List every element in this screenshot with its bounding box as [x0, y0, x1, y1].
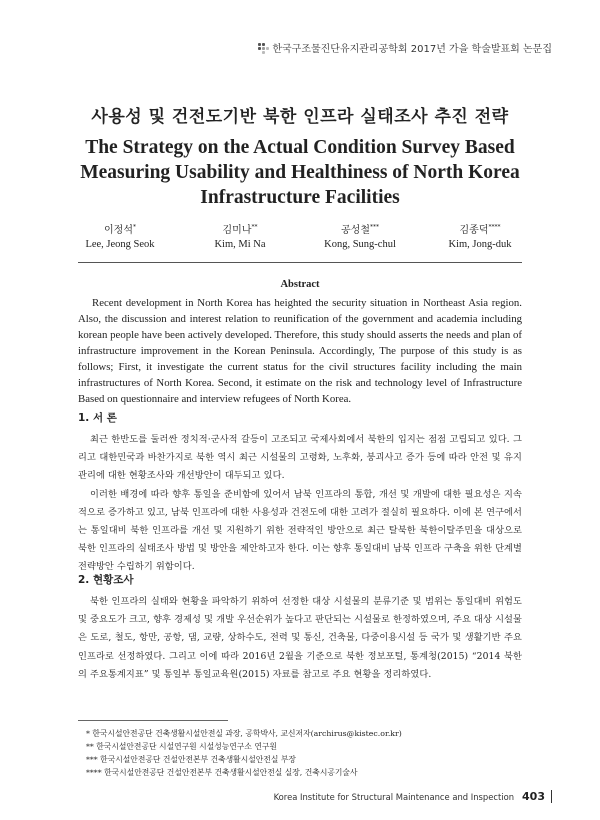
- footnote-divider: [78, 720, 228, 721]
- footnote: **** 한국시설안전공단 건설안전본부 건축생활시설안전실 실장, 건축시공기술사: [86, 768, 358, 777]
- page-number: 403: [522, 790, 552, 803]
- author-name-ko: 공성철: [341, 225, 370, 236]
- author-name-en: Kim, Mi Na: [214, 239, 266, 250]
- author: [180, 221, 300, 250]
- paragraph: 이러한 배경에 따라 향후 통일을 준비함에 있어서 남북 인프라의 통합, 개선 및 개발에 대한 필요성은 지속적으로 증가하고 있고, 남북 인프라에 대한 사용성과 건전도에 대한 고려가 절실히 필요하다. 이에 본 연구에서는 통일대비 북한 인프라를 개선 및 지원하기 위한 전략적인 방안으로 최근 탈북한 북한이탈주민을 대상으로 북한 인프라의 실태조사 방법 및 방안을 제안하고자 한다. 이는 향후 통일대비 남북 인프라 구축을 위한 단계별 전략방안 수립하기 위함이다.: [78, 488, 522, 573]
- section-survey: [78, 572, 522, 684]
- author-name-ko: 김종덕: [459, 225, 489, 236]
- divider: [78, 262, 522, 263]
- section-introduction: [78, 410, 522, 577]
- footnote-list: [86, 727, 526, 779]
- paragraph: 최근 한반도를 둘러싼 정치적·군사적 갈등이 고조되고 국제사회에서 북한의 입지는 점점 고립되고 있다. 그리고 대한민국과 바찬가지로 북한 역시 최근 시설물의 고령화, 노후화, 붕괴사고 증가 등에 따라 안전 및 유지관리에 대한 현황조사와 개선방안이 대두되고 있다.: [78, 434, 522, 482]
- section-heading: 1. 서 론: [78, 412, 117, 424]
- title-english-line: Measuring Usability and Healthiness of North Korea: [80, 162, 520, 183]
- footnote: * 한국시설안전공단 건축생활시설안전실 과장, 공학박사, 교신저자(archirus@kistec.or.kr): [86, 729, 402, 738]
- author-name-en: Kim, Jong-duk: [448, 239, 512, 250]
- author-name-ko: 김미나: [222, 225, 252, 236]
- author-list: [60, 221, 540, 250]
- footnote: *** 한국시설안전공단 건설안전본부 건축생활시설안전실 부장: [86, 755, 296, 764]
- page-footer: [274, 790, 552, 803]
- footnote: ** 한국시설안전공단 시설연구원 시설성능연구소 연구원: [86, 742, 277, 751]
- author: [60, 221, 180, 250]
- author-name-ko: 이정석: [104, 225, 133, 236]
- author: [300, 221, 420, 250]
- author-name-en: Kong, Sung-chul: [324, 239, 396, 250]
- author-mark: ****: [488, 223, 501, 231]
- section-heading: 2. 현황조사: [78, 574, 134, 586]
- title-korean: 사용성 및 건전도기반 북한 인프라 실태조사 추진 전략: [91, 107, 509, 127]
- author: [420, 221, 540, 250]
- journal-name: 한국구조물진단유지관리공학회 2017년 가을 학술발표회 논문집: [272, 44, 552, 55]
- abstract-heading: Abstract: [280, 279, 320, 290]
- dots-icon: [258, 43, 268, 53]
- title-english-line: The Strategy on the Actual Condition Survey Based: [85, 137, 515, 158]
- paragraph: 북한 인프라의 실태와 현황을 파악하기 위하여 선정한 대상 시설물의 분류기준 및 범위는 통일대비 위험도 및 중요도가 크고, 향후 경제성 및 개발 우선순위가 높다고 판단되는 시설물로 한정하였으며, 주요 대상 시설물은 도로, 철도, 항만, 공항, 댐, 교량, 상하수도, 전력 및 통신, 건축물, 다중이용시설 등 국가 및 생활기반 주요 인프라로 선정하였다. 그리고 이에 따라 2016년 2월을 기준으로 북한 정보포털, 통계청(2015) “2014 북한의 주요통계지표” 및 통일부 통일교육원(2015) 자료를 참고로 주요 현황을 정리하였다.: [78, 596, 522, 680]
- author-mark: *: [132, 223, 136, 231]
- author-name-en: Lee, Jeong Seok: [85, 239, 155, 250]
- title-english-line: Infrastructure Facilities: [200, 187, 400, 208]
- author-mark: **: [251, 223, 258, 231]
- title-english: [0, 135, 600, 210]
- footer-institute: Korea Institute for Structural Maintenance and Inspection: [273, 791, 515, 802]
- running-header: [258, 40, 552, 55]
- author-mark: ***: [369, 223, 379, 231]
- abstract-body: Recent development in North Korea has heighted the security situation in Northeast Asia region. Also, the discussion and interest relation to reunification of the government and academia including korean people have been actively developed. Therefore, this study should asserts the needs and plan of infrastructure improvement in the Korean Peninsula. Accordingly, The purpose of this study is as follows; First, it investigate the current status for the civil structures facility including the main infrastructures of North Korea. Second, it estimate on the risk and technology level of Infrastructure Based on questionnaire and interview refugees of North Korea.: [78, 297, 522, 405]
